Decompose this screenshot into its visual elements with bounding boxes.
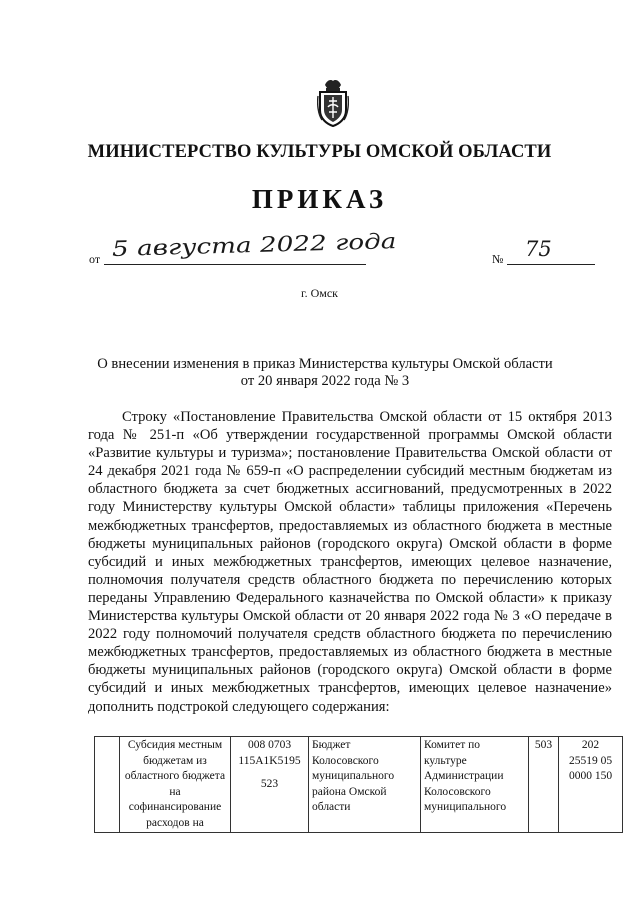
- table-cell-code: 503: [529, 737, 559, 833]
- transfers-table: [94, 736, 623, 833]
- table-cell-recipient-budget: Бюджет Колосовского муниципального района Омской области: [309, 737, 421, 833]
- coat-of-arms-icon: [317, 78, 349, 128]
- ministry-name: МИНИСТЕРСТВО КУЛЬТУРЫ ОМСКОЙ ОБЛАСТИ: [87, 142, 552, 162]
- date-from-label: от: [89, 252, 101, 266]
- handwritten-date: 5 августа 2022 года: [111, 229, 397, 261]
- order-body-paragraph: Строку «Постановление Правительства Омской области от 15 октября 2013 года № 251-п «Об утверждении государственной программы Омской области «Развитие культуры и туризма»; постановление Правительства Омской области от 24 декабря 2021 года № 659-п «О распределении субсидий местным бюджетам из областного бюджета за счет бюджетных ассигнований, предусмотренных в 2022 году Министерству культуры Омской области» таблицы приложения «Перечень межбюджетных трансфертов, предоставляемых из областного бюджета в местные бюджеты муниципальных районов (городского округа) Омской области в форме субсидий и иных межбюджетных трансфертов, имеющих целевое назначение, полномочия получателя средств областного бюджета по перечислению которых переданы Управлению Федерального казначейства по Омской области» к приказу Министерства культуры Омской области от 20 января 2022 года № 3 «О передаче в 2022 году полномочий получателя средств областного бюджета по перечислению межбюджетных трансфертов, предоставляемых из областного бюджета в местные бюджеты муниципальных районов (городского округа) Омской области в форме субсидий и иных межбюджетных трансфертов, имеющих целевое назначение» дополнить подстрокой следующего содержания:: [88, 409, 612, 715]
- number-label: №: [492, 252, 504, 266]
- budget-code-line-1: 008 0703: [247, 739, 292, 751]
- table-row: [95, 737, 623, 833]
- order-subject: [85, 356, 565, 390]
- table-cell-empty: [95, 737, 120, 833]
- document-type: ПРИКАЗ: [251, 184, 388, 214]
- revenue-code-line-2: 25519 05: [568, 754, 613, 767]
- budget-code-line-2: 115A1K5195: [238, 754, 301, 767]
- table-cell-subsidy: Субсидия местным бюджетам из областного бюджета на софинансирование расходов на: [120, 737, 231, 833]
- table-cell-budget-code: [231, 737, 309, 833]
- table-cell-revenue-code: [559, 737, 623, 833]
- subject-line-2: от 20 января 2022 года № 3: [240, 373, 410, 389]
- revenue-code-line-1: 202: [581, 739, 600, 751]
- revenue-code-line-3: 0000 150: [568, 770, 613, 782]
- city-label: г. Омск: [301, 286, 338, 300]
- table-cell-administrator: Комитет по культуре Администрации Колосовского муниципального: [421, 737, 529, 833]
- subject-line-1: О внесении изменения в приказ Министерства культуры Омской области: [97, 356, 553, 372]
- budget-code-line-3: 523: [260, 778, 279, 790]
- date-underline: [104, 264, 366, 265]
- number-underline: [507, 264, 595, 265]
- handwritten-number: 75: [525, 237, 552, 261]
